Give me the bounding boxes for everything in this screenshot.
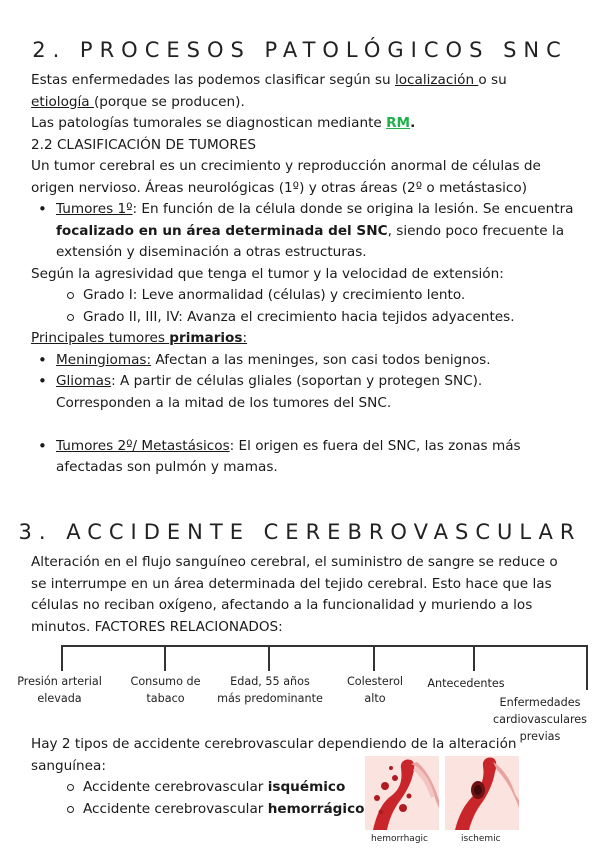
ischemic-caption: ischemic — [461, 834, 501, 844]
list-item-tumor-2 — [31, 436, 576, 479]
aggressiveness-intro: Según la agresividad que tenga el tumor y la velocidad de extensión: — [31, 265, 504, 282]
gliomas-text: : A partir de células gliales (soportan y protegen SNC). Corresponden a la mitad de los tumores del SNC. — [56, 373, 483, 411]
factor-tobacco: Consumo de tabaco — [130, 675, 201, 705]
intro-text-c: (porque se producen). — [93, 93, 245, 110]
grade-list — [31, 285, 576, 328]
ischemic-vessel-icon — [445, 756, 519, 830]
factor-cardiovascular: Enfermedades cardiovasculares previas — [492, 696, 588, 743]
diagram-connector — [373, 645, 375, 671]
ischemic-text: Accidente cerebrovascular — [83, 779, 268, 795]
diagnosis-period: . — [410, 115, 416, 131]
gliomas-label: Gliomas — [56, 373, 112, 389]
list-item-gliomas — [31, 371, 576, 414]
tumor-1-text-b: , siendo poco frecuente la extensión y diseminación a otras estructuras. — [56, 222, 565, 260]
diagram-connector — [268, 645, 270, 671]
intro-paragraph — [31, 70, 576, 113]
hemorrhagic-illustration — [365, 756, 439, 830]
list-item-tumor-1 — [31, 199, 576, 264]
primary-heading-colon: : — [242, 330, 248, 346]
diagnosis-line — [31, 113, 576, 135]
diagram-connector — [473, 645, 475, 671]
tumor-2-text: : El origen es fuera del SNC, las zonas más afectadas son pulmón y mamas. — [56, 437, 521, 475]
primary-tumor-list — [31, 350, 576, 415]
factor-age: Edad, 55 años más predominante — [217, 675, 323, 705]
hemorrhagic-vessel-icon — [365, 756, 439, 830]
ischemic-illustration — [445, 756, 519, 830]
diagram-horizontal-line — [61, 645, 587, 647]
hemorrhagic-caption: hemorrhagic — [371, 834, 428, 844]
primary-tumors-heading — [31, 328, 576, 350]
intro-etiologia: etiología — [31, 93, 94, 110]
secondary-tumor-list — [31, 436, 576, 479]
tumor-1-label: Tumores 1º — [56, 201, 133, 217]
intro-text: Estas enfermedades las podemos clasificar según su — [31, 72, 395, 88]
list-item-grade-1: Grado I: Leve anormalidad (células) y crecimiento lento. — [31, 285, 576, 307]
diagnosis-text: Las patologías tumorales se diagnostican mediante — [31, 115, 387, 131]
primary-heading-bold: primarios — [169, 330, 243, 346]
subheading-tumors: 2.2 CLASIFICACIÓN DE TUMORES — [31, 136, 257, 153]
diagram-connector — [61, 645, 63, 671]
tumor-1-bold: focalizado en un área determinada del SNC — [56, 222, 388, 239]
factor-history: Antecedentes — [427, 677, 505, 690]
tumor-definition: Un tumor cerebral es un crecimiento y reproducción anormal de células de origen nervioso. Áreas neurológicas (1º) y otras áreas (2º o metástasico) — [31, 158, 541, 196]
risk-factors-diagram — [0, 640, 600, 743]
stroke-definition: Alteración en el flujo sanguíneo cerebral, el suministro de sangre se reduce o se interrumpe en un área determinada del tejido cerebral. Esto hace que las células no reciban oxígeno, afectando a la funcionalidad y muriendo a los minutos. FACTORES RELACIONADOS: — [31, 554, 558, 635]
tumor-list — [31, 199, 576, 264]
section2-title: 2. PROCESOS PATOLÓGICOS SNC — [32, 38, 568, 62]
diagram-connector — [164, 645, 166, 671]
factor-cholesterol: Colesterol alto — [346, 675, 404, 705]
meningiomas-label: Meningiomas: — [56, 351, 152, 368]
factor-blood-pressure: Presión arterial elevada — [17, 675, 102, 705]
meningiomas-text: Afectan a las meninges, son casi todos benignos. — [151, 351, 491, 368]
types-intro: Hay 2 tipos de accidente cerebrovascular dependiendo de la alteración sanguínea: — [31, 736, 517, 774]
tumor-2-label: Tumores 2º/ Metastásicos — [56, 437, 230, 454]
ischemic-bold: isquémico — [267, 779, 346, 795]
tumor-1-text: : En función de la célula donde se origina la lesión. Se encuentra — [132, 201, 574, 217]
stroke-illustrations — [365, 756, 525, 848]
intro-localizacion: localización — [394, 72, 479, 88]
list-item-grade-2: Grado II, III, IV: Avanza el crecimiento hacia tejidos adyacentes. — [31, 307, 576, 329]
section3-title: 3. ACCIDENTE CEREBROVASCULAR — [18, 520, 582, 544]
spacer — [31, 414, 576, 436]
diagram-connector — [586, 645, 588, 690]
section2-body — [31, 70, 576, 479]
primary-heading-text: Principales tumores — [31, 330, 170, 346]
intro-text-b: o su — [478, 72, 507, 88]
list-item-meningiomas — [31, 350, 576, 372]
hemorrhagic-bold: hemorrágico — [267, 800, 365, 817]
section3-body — [31, 552, 576, 638]
rm-highlight: RM — [386, 115, 411, 131]
hemorrhagic-text: Accidente cerebrovascular — [83, 800, 268, 817]
